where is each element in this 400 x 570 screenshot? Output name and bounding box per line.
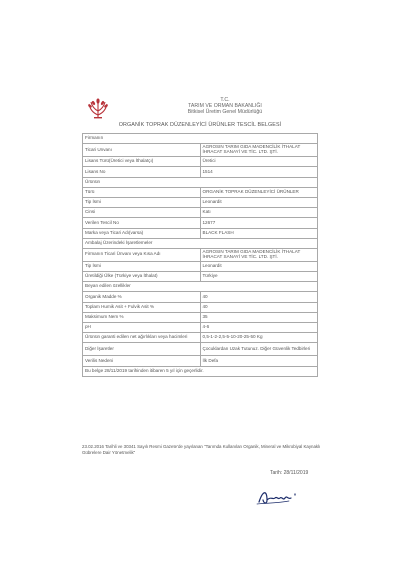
table-row xyxy=(83,144,318,157)
field-value: 0,5-1-2-2,5-5-10-20-25-50 Kg xyxy=(200,333,318,343)
field-label: Diğer İşaretler xyxy=(83,343,201,356)
field-value: Çocuklardan Uzak Tutunuz. Diğer Güvenlik Tedbirleri xyxy=(200,343,318,356)
field-value: Üretici xyxy=(200,157,318,167)
table-row xyxy=(83,292,318,302)
section-label: Ürünün xyxy=(83,177,318,187)
header-directorate: Bitkisel Üretim Genel Müdürlüğü xyxy=(187,109,263,115)
section-label: Bu belge 28/11/2019 tarihinden itibaren 5 yıl için geçerlidir. xyxy=(83,366,318,376)
section-row xyxy=(83,238,318,248)
section-row xyxy=(83,282,318,292)
field-label: Lisans No xyxy=(83,167,201,177)
table-row xyxy=(83,323,318,333)
section-row xyxy=(83,134,318,144)
field-label: Maksimum Nem % xyxy=(83,312,201,322)
field-label: Üretildiği Ülke (Türkiye veya İthalat) xyxy=(83,272,201,282)
field-label: Verilis Nedeni xyxy=(83,356,201,366)
table-row xyxy=(83,228,318,238)
field-value: 4-6 xyxy=(200,323,318,333)
table-row xyxy=(83,343,318,356)
table-row xyxy=(83,157,318,167)
field-value: Leonardit xyxy=(200,197,318,207)
field-label: Verilen Tescil No xyxy=(83,218,201,228)
table-row xyxy=(83,356,318,366)
field-label: Lisans Türü(Üretici veya İthalatçı) xyxy=(83,157,201,167)
field-value: 1514 xyxy=(200,167,318,177)
table-row xyxy=(83,167,318,177)
section-label: Beyan edilen özellikler xyxy=(83,282,318,292)
table-row xyxy=(83,261,318,271)
registration-table xyxy=(82,133,318,377)
field-label: pH xyxy=(83,323,201,333)
field-label: Cinsi xyxy=(83,208,201,218)
field-value: Türkiye xyxy=(200,272,318,282)
field-label: Türü xyxy=(83,187,201,197)
ministry-wheat-logo-icon xyxy=(85,95,111,121)
table-row xyxy=(83,272,318,282)
table-row xyxy=(83,248,318,261)
field-label: Toplam Humik Asit + Fulvik Asit % xyxy=(83,302,201,312)
field-value: 12677 xyxy=(200,218,318,228)
section-row xyxy=(83,366,318,376)
issue-date: Tarih: 28/11/2019 xyxy=(270,470,309,476)
field-value: 35 xyxy=(200,312,318,322)
table-row xyxy=(83,333,318,343)
field-label: Ticari Unvanı xyxy=(83,144,201,157)
table-row xyxy=(83,218,318,228)
field-value: AGROSIN TARIM GIDA MADENCİLİK İTHALAT İHRACAT SANAYİ VE TİC. LTD. ŞTİ. xyxy=(200,248,318,261)
table-row xyxy=(83,302,318,312)
table-row xyxy=(83,312,318,322)
field-value: İlk Defa xyxy=(200,356,318,366)
field-value: AGROSIN TARIM GIDA MADENCİLİK İTHALAT İHRACAT SANAYİ VE TİC. LTD. ŞTİ. xyxy=(200,144,318,157)
field-value: Leonardit xyxy=(200,261,318,271)
field-value: Katı xyxy=(200,208,318,218)
table-row xyxy=(83,208,318,218)
field-label: Tip İsmi xyxy=(83,261,201,271)
section-label: Ambalaj Üzerindeki İşaretlemeler xyxy=(83,238,318,248)
section-label: Firmanın xyxy=(83,134,318,144)
field-label: Organik Madde % xyxy=(83,292,201,302)
regulation-footnote: 23.02.2016 Tarihli ve 30341 Sayılı Resmi Gazete'de yayılanan "Tarımda Kullanılan Organik, Mineral ve Mikrobiyal Kaynaklı Gübrelere Dair Yönetmelik" xyxy=(82,444,321,455)
section-row xyxy=(83,177,318,187)
table-row xyxy=(83,187,318,197)
field-label: Firmanın Ticari Ünvanı veya Kısa Adı xyxy=(83,248,201,261)
field-value: 40 xyxy=(200,302,318,312)
field-label: Tip İsmi xyxy=(83,197,201,207)
signature-icon xyxy=(255,486,315,508)
field-value: BLACK FLASH xyxy=(200,228,318,238)
field-label: Ürünün garanti edilen net ağırlıkları veya hacimleri xyxy=(83,333,201,343)
field-value: ORGANİK TOPRAK DÜZENLEYİCİ ÜRÜNLER xyxy=(200,187,318,197)
document-title: ORGANİK TOPRAK DÜZENLEYİCİ ÜRÜNLER TESCİL BELGESİ xyxy=(118,122,282,128)
field-label: Marka veya Ticari Adı(varsa) xyxy=(83,228,201,238)
field-value: 40 xyxy=(200,292,318,302)
table-row xyxy=(83,197,318,207)
header-ministry: TARIM VE ORMAN BAKANLIĞI xyxy=(188,103,262,109)
header-country: T.C. xyxy=(220,97,230,103)
